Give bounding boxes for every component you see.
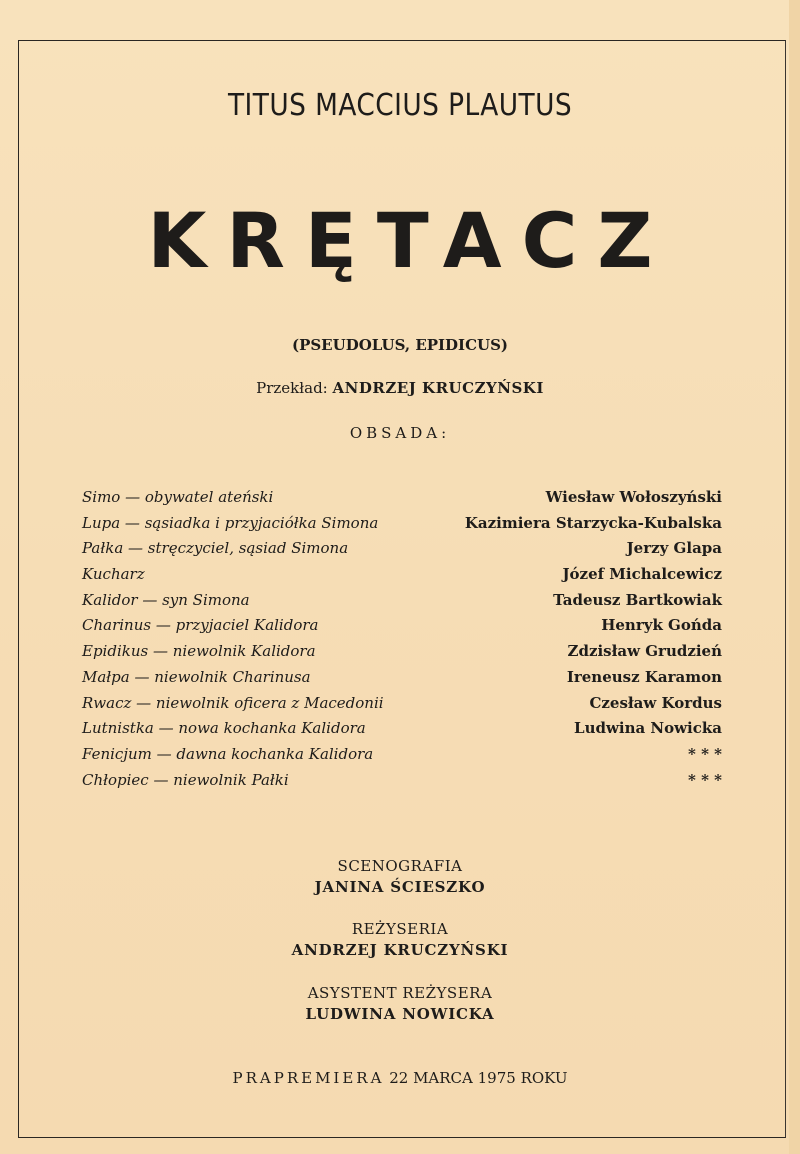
premiere-line xyxy=(0,1069,800,1087)
actor-name: * * * xyxy=(688,770,722,789)
role-name: Lupa — sąsiadka i przyjaciółka Simona xyxy=(82,513,379,532)
actor-name: Ireneusz Karamon xyxy=(566,667,722,686)
role-name: Pałka — stręczyciel, sąsiad Simona xyxy=(82,539,349,558)
scenography-credit xyxy=(0,857,800,896)
page-edge xyxy=(789,0,800,1154)
cast-row xyxy=(82,514,722,540)
role-name: Kucharz xyxy=(82,565,145,584)
direction-label: REŻYSERIA xyxy=(351,920,449,938)
role-name: Charinus — przyjaciel Kalidora xyxy=(82,616,319,635)
play-title: KRĘTACZ xyxy=(147,196,673,285)
actor-name: Wiesław Wołoszyński xyxy=(545,488,722,506)
role-name: Małpa — niewolnik Charinusa xyxy=(82,667,311,686)
cast-row xyxy=(82,719,722,745)
role-name: Kalidor — syn Simona xyxy=(82,590,250,609)
scenography-label: SCENOGRAFIA xyxy=(337,857,463,875)
cast-row xyxy=(82,488,722,514)
role-name: Lutnistka — nowa kochanka Kalidora xyxy=(82,719,366,738)
direction-credit xyxy=(0,920,800,959)
translation-credit xyxy=(0,379,800,397)
premiere-date: 22 MARCA 1975 ROKU xyxy=(389,1069,568,1087)
direction-name: ANDRZEJ KRUCZYŃSKI xyxy=(291,941,509,959)
actor-name: Czesław Kordus xyxy=(589,693,722,712)
premiere-label: PRAPREMIERA xyxy=(232,1069,385,1087)
actor-name: Zdzisław Grudzień xyxy=(567,642,722,661)
cast-list xyxy=(82,488,722,796)
translator-name: ANDRZEJ KRUCZYŃSKI xyxy=(332,379,544,397)
cast-row xyxy=(82,745,722,771)
assistant-label: ASYSTENT REŻYSERA xyxy=(307,984,493,1002)
cast-heading: OBSADA: xyxy=(349,424,451,442)
cast-row xyxy=(82,642,722,668)
actor-name: Kazimiera Starzycka-Kubalska xyxy=(464,513,722,532)
role-name: Rwacz — niewolnik oficera z Macedonii xyxy=(82,693,384,712)
role-name: Epidikus — niewolnik Kalidora xyxy=(82,642,316,661)
cast-row xyxy=(82,668,722,694)
cast-row xyxy=(82,771,722,797)
actor-name: Henryk Gońda xyxy=(601,616,722,635)
assistant-name: LUDWINA NOWICKA xyxy=(305,1005,495,1023)
role-name: Chłopiec — niewolnik Pałki xyxy=(82,770,289,789)
actor-name: Ludwina Nowicka xyxy=(574,719,722,738)
scenography-name: JANINA ŚCIESZKO xyxy=(314,878,486,896)
cast-row xyxy=(82,565,722,591)
actor-name: Jerzy Glapa xyxy=(626,539,722,558)
cast-row xyxy=(82,694,722,720)
play-subtitle: (PSEUDOLUS, EPIDICUS) xyxy=(291,336,509,354)
role-name: Simo — obywatel ateński xyxy=(82,488,274,506)
cast-row xyxy=(82,539,722,565)
cast-row xyxy=(82,591,722,617)
assistant-director-credit xyxy=(0,984,800,1023)
actor-name: Tadeusz Bartkowiak xyxy=(553,590,722,609)
author-name: TITUS MACCIUS PLAUTUS xyxy=(227,88,573,123)
translation-label: Przekład: xyxy=(256,379,328,397)
actor-name: * * * xyxy=(688,744,722,763)
cast-row xyxy=(82,616,722,642)
actor-name: Józef Michalcewicz xyxy=(562,565,722,584)
role-name: Fenicjum — dawna kochanka Kalidora xyxy=(82,744,374,763)
